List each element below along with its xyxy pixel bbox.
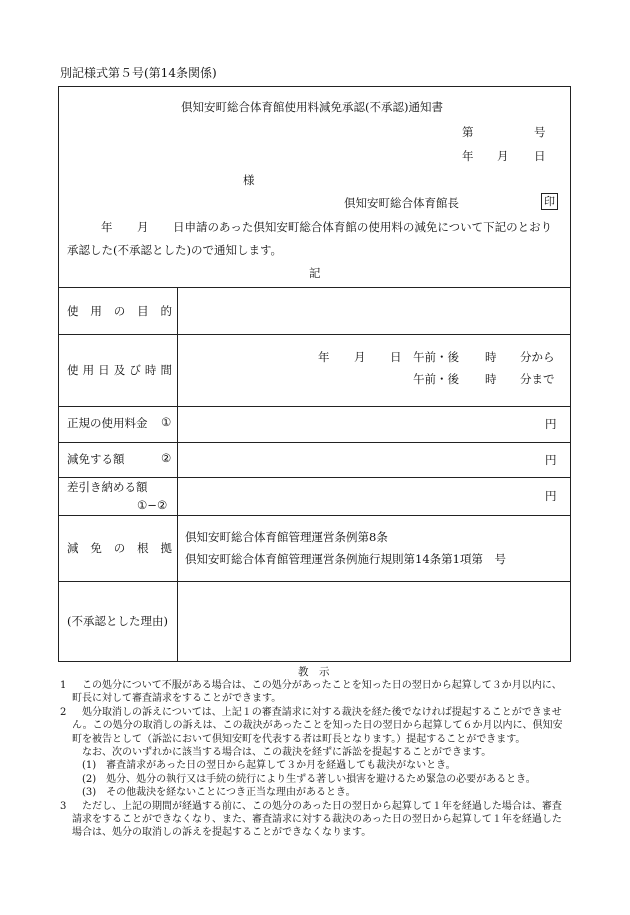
seal-mark: 印 [541,193,558,210]
datetime-minute-to: 分まで [520,372,555,386]
label-char: 免 [90,541,102,555]
note-item: (1) 審査請求があった日の翌日から起算して３か月を経過しても裁決がないとき。 [82,760,456,772]
label-char: 間 [160,363,172,377]
form-title: 倶知安町総合体育館使用料減免承認(不承認)通知書 [181,100,443,114]
basis-label [67,540,172,556]
table-column-divider [177,287,178,661]
body-year: 年 [101,220,113,234]
label-char: 日 [98,363,110,377]
label-char: 使 [67,363,79,377]
label-char: 根 [137,541,149,555]
datetime-ampm-to: 午前・後 [413,372,459,386]
label-char: の [113,304,126,318]
addressee-suffix: 様 [243,173,255,187]
ki-heading: 記 [309,266,321,280]
purpose-value-field[interactable] [179,288,569,333]
date-month: 月 [497,149,509,163]
row-rule [59,442,570,443]
label-char: の [113,541,126,555]
label-char: 時 [144,363,157,377]
reduction-unit: 円 [545,453,557,467]
note-1 [60,679,575,692]
label-char: び [129,363,141,377]
datetime-hour-from: 時 [485,350,497,364]
label-char: 用 [82,363,95,377]
number-suffix: 号 [534,125,546,139]
body-month: 月 [137,220,149,234]
label-char: 用 [90,304,102,318]
note-item: (3) その他裁決を経ないことにつき正当な理由があるとき。 [82,787,356,799]
label-char: 及 [113,363,126,377]
label-char: 使 [67,304,79,318]
note-text: なお、次のいずれかに該当する場合は、この裁決を経ずに訴訟を提起することができます。 [82,747,492,759]
label-char: 的 [160,304,172,318]
purpose-label [67,303,172,319]
datetime-day: 日 [390,350,402,364]
label-char: 拠 [160,541,172,555]
label-char: 目 [137,304,149,318]
datetime-minute-from: 分から [520,350,555,364]
number-prefix: 第 [462,125,474,139]
reduction-mark: ② [161,451,172,465]
basis-line2: 倶知安町総合体育館管理運営条例施行規則第14条第1項第 号 [185,552,506,566]
date-day: 日 [534,149,546,163]
payable-mark: ①−② [137,498,168,512]
row-rule [59,515,570,516]
note-text: この処分について不服がある場合は、この処分があったことを知った日の翌日から起算して３か月以内に、 [82,680,562,691]
note-text: ただし、上記の期間が経過する前に、この処分のあった日の翌日から起算して１年を経過した場合は、審査 [82,800,562,812]
notes-heading: 教 示 [298,666,330,678]
note-number: 1 [60,680,67,691]
datetime-hour-to: 時 [485,372,497,386]
note-text: 町を被告として（訴訟において倶知安町を代表する者は町長となります。）提起することができます。 [72,733,526,745]
note-text: 処分取消しの訴えについては、上記１の審査請求に対する裁決を経た後でなければ提起することができませ [82,706,562,718]
note-text: 町長に対して審査請求をすることができます。 [72,693,282,705]
note-text: 請求をすることができなくなり、また、審査請求に対する裁決のあった日の翌日から起算して１年を経過した [72,814,562,826]
note-item: (2) 処分、処分の執行又は手続の続行により生ずる著しい損害を避けるため緊急の必要があるとき。 [82,773,536,785]
note-text: 場合は、処分の取消しの訴えを提起することができなくなります。 [72,827,372,839]
datetime-label [67,362,172,378]
row-rule [59,581,570,582]
note-number: 3 [60,800,67,812]
notice-form [58,86,571,662]
note-text: ん。この処分の取消しの訴えは、この裁決があったことを知った日の翌日から起算して６か月以内に、倶知安 [72,720,563,732]
note-2 [60,706,575,719]
form-label: 別記様式第５号(第14条関係) [60,66,217,80]
reduction-label: 減免する額 [67,452,125,466]
basis-line1: 倶知安町総合体育館管理運営条例第8条 [185,530,388,544]
regular-fee-mark: ① [161,415,172,429]
issuer-name: 倶知安町総合体育館長 [344,196,459,210]
datetime-year: 年 [318,350,330,364]
regular-fee-unit: 円 [545,417,557,431]
body-line1: 日申請のあった倶知安町総合体育館の使用料の減免について下記のとおり [173,220,553,234]
row-rule [59,334,570,335]
date-year: 年 [462,149,474,163]
payable-label: 差引き納める額 [67,480,148,494]
note-3 [60,800,575,813]
row-rule [59,406,570,407]
datetime-ampm-from: 午前・後 [413,350,459,364]
regular-fee-label: 正規の使用料金 [67,416,148,430]
notes-section [60,679,575,840]
payable-unit: 円 [545,489,557,503]
row-rule [59,477,570,478]
reason-value-field[interactable] [179,583,569,659]
body-line2: 承認した(不承認とした)ので通知します。 [67,243,283,257]
note-number: 2 [60,706,67,718]
reason-label: (不承認とした理由) [67,614,168,628]
datetime-month: 月 [354,350,366,364]
label-char: 減 [67,541,79,555]
